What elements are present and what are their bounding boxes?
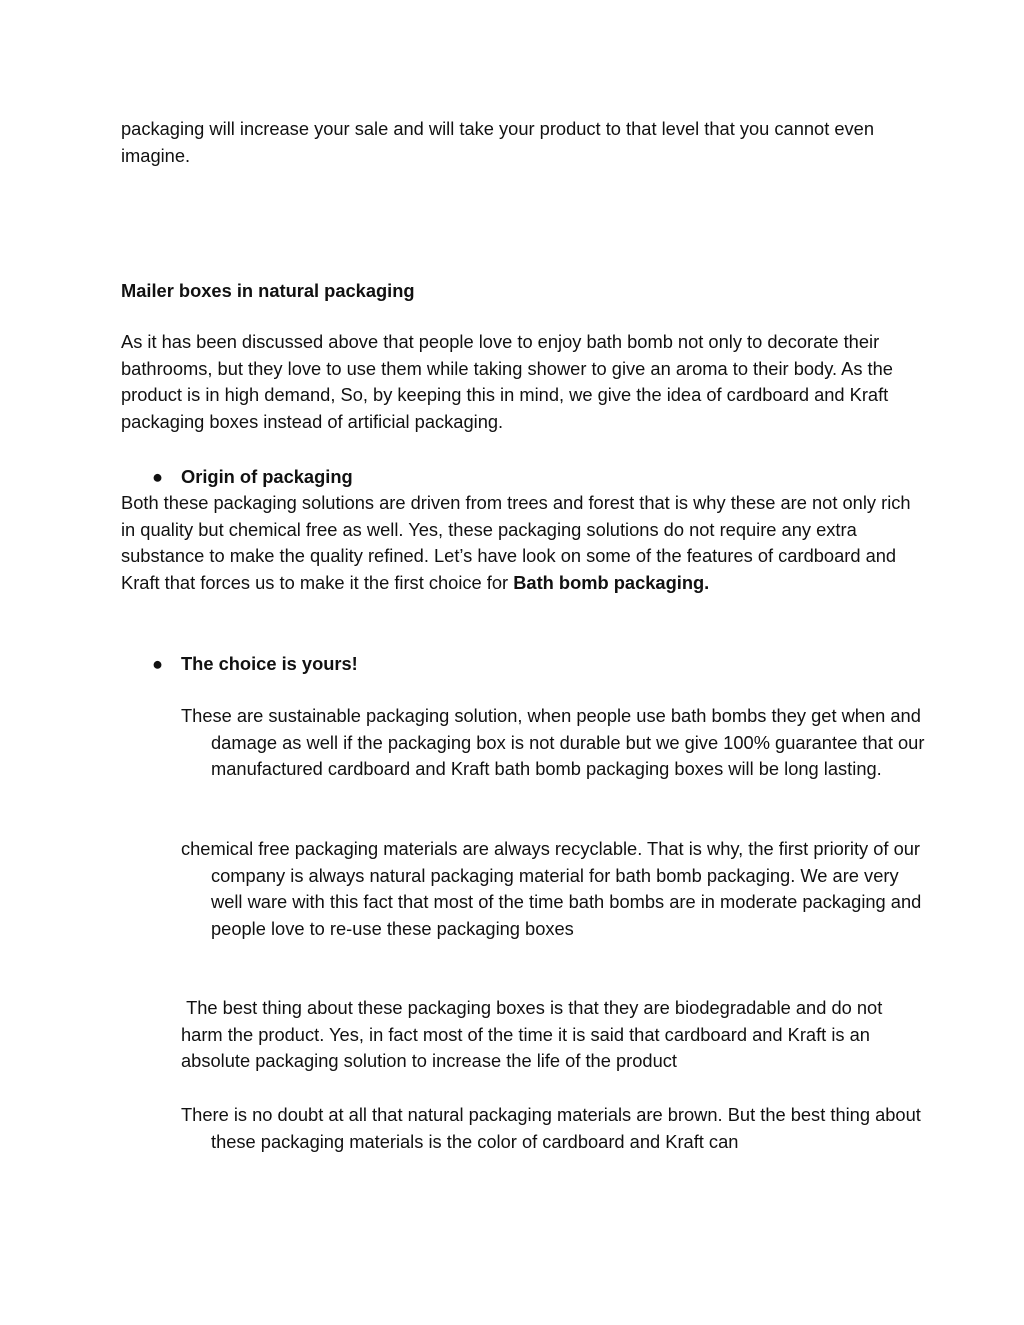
bullet-icon: ● [152,466,164,487]
sustainable-paragraph: These are sustainable packaging solution, when people use bath bombs they get when and damage as well if the packaging box is not durable but we give 100% guarantee that our manufactured cardboard and Kraft bath bomb packaging boxes will be long lasting. [181,705,925,779]
bullet-item-choice [121,651,911,678]
biodegradable-paragraph: The best thing about these packaging boxes is that they are biodegradable and do not harm the product. Yes, in fact most of the time it is said that cardboard and Kraft is an absolute packaging solution to increase the life of the product [181,997,888,1071]
chemical-free-paragraph: chemical free packaging materials are always recyclable. That is why, the first priority of our company is always natural packaging material for bath bomb packaging. We are very well ware with this fact that most of the time bath bombs are in moderate packaging and people love to re-use these packaging boxes [181,838,922,939]
bullet-icon: ● [152,653,164,674]
bullet-title: The choice is yours! [181,653,358,674]
brown-materials-paragraph: There is no doubt at all that natural packaging materials are brown. But the best thing about these packaging materials is the color of cardboard and Kraft can [181,1104,921,1152]
bullet-title: Origin of packaging [181,466,353,487]
bullet-item-origin [121,464,911,491]
discussion-paragraph: As it has been discussed above that people love to enjoy bath bomb not only to decorate their bathrooms, but they love to use them while taking shower to give an aroma to their body. As the product is in high demand, So, by keeping this in mind, we give the idea of cardboard and Kraft packaging boxes instead of artificial packaging. [121,331,893,432]
intro-paragraph: packaging will increase your sale and will take your product to that level that you cannot even imagine. [121,118,875,166]
origin-text: Both these packaging solutions are driven from trees and forest that is why these are not only rich in quality but chemical free as well. Yes, these packaging solutions do not require any extra substance to make the quality refined. Let’s have look on some of the features of cardboard and Kraft that forces us to make it the first choice for [121,492,911,593]
origin-bold-text: Bath bomb packaging. [513,571,710,593]
origin-paragraph [121,490,911,596]
section-heading: Mailer boxes in natural packaging [121,280,415,301]
